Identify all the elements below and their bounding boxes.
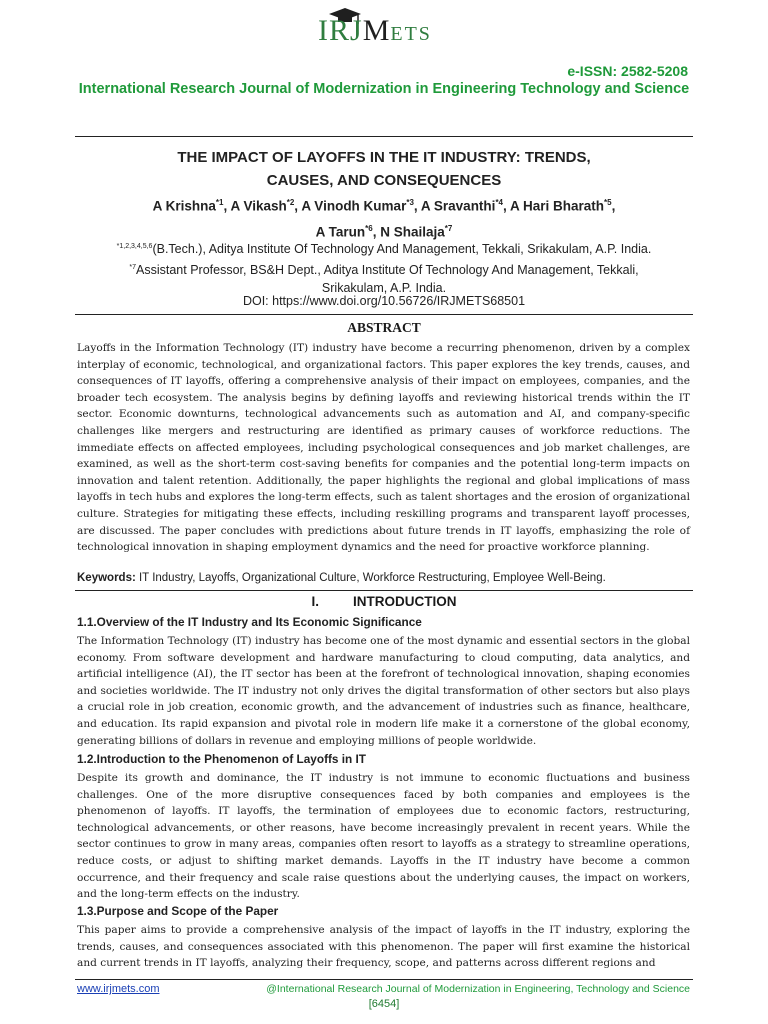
affiliation-1 [75,238,693,258]
author-mark: *4 [495,198,503,207]
affiliation-mark: *1,2,3,4,5,6 [116,243,153,250]
title-line-2: CAUSES, AND CONSEQUENCES [266,172,502,189]
logo-text-m: M [362,14,391,47]
author-name: A Vinodh Kumar [301,198,407,214]
author-name: N Shailaja [380,224,445,239]
author-name: A Tarun [315,224,366,239]
affiliation-text: (B.Tech.), Aditya Institute Of Technology And Management, Tekkali, Srikakulam, A.P. India. [152,242,652,257]
author-line-1: A Krishna$^{*1}$, A Vikash$^{*2}$, A Vinodh Kumar$^{*3}$, A Sravanthi$^{*4}$, A Hari Bharath$^{*5}$, [152,198,616,214]
journal-logo [318,6,458,50]
author-name: A Sravanthi [420,198,496,214]
affiliation-2 [75,259,693,297]
abstract-rule [75,314,693,315]
header-rule [75,136,693,137]
journal-name: International Research Journal of Modernization in Engineering Technology and Science [78,81,690,97]
section-rule [75,590,693,591]
subsection-heading-1-1: 1.1.Overview of the IT Industry and Its Economic Significance [77,615,422,629]
author-line-2: A Tarun$^{*6}$, N Shailaja$^{*7}$ [315,223,453,239]
footer-rule [75,979,693,980]
author-mark: *6 [365,223,373,233]
paragraph-1-1: The Information Technology (IT) industry has become one of the most dynamic and essential sectors in the global economy. From software development and hardware manufacturing to cloud computing, data analytics, and artificial intelligence (AI), the IT sector has been at the forefront of technological innovation, shaping economies and societies worldwide. The IT industry not only drives the digital transformation of other sectors but also plays a crucial role in job creation, economic growth, and the advancement of industries such as finance, healthcare, and education. Its rapid expansion and pivotal role in modern life make it a cornerstone of the global economy, generating billions of dollars in revenue and employing millions of people worldwide. [77,635,690,747]
paragraph-1-2: Despite its growth and dominance, the IT industry is not immune to economic fluctuations and business challenges. One of the more disruptive consequences faced by both companies and employees is the phenomenon of layoffs. IT layoffs, the termination of employees due to economic factors, restructuring, technological advancements, or other reasons, have become increasingly prevalent in recent years. While the sector continues to grow in many areas, companies often resort to layoffs as a strategy to streamline operations, reduce costs, or adjust to shifting market demands. Layoffs in the IT industry have become a common occurrence, and their frequency and scale raise questions about the underlying causes, the impact on workers, and the long-term effects on the industry. [77,772,690,901]
subsection-heading-1-2: 1.2.Introduction to the Phenomenon of Layoffs in IT [77,752,367,766]
keywords-label: Keywords: [77,572,136,584]
paragraph-1-3: This paper aims to provide a comprehensive analysis of the impact of layoffs in the IT industry, exploring the trends, causes, and consequences associated with this phenomenon. The paper will first examine the historical and current trends in IT layoffs, analyzing their frequency, scope, and patterns across different regions and [77,924,690,970]
section-number: I. [311,594,319,609]
author-mark: *1 [215,198,224,207]
author-mark: *5 [604,198,612,207]
author-name: A Krishna [152,198,216,214]
title-line-1: THE IMPACT OF LAYOFFS IN THE IT INDUSTRY: TRENDS, [177,149,591,166]
subsection-heading-1-3: 1.3.Purpose and Scope of the Paper [77,904,279,918]
logo-text-ets: ETS [390,23,432,45]
author-mark: *3 [406,198,414,207]
issn: e-ISSN: 2582-5208 [567,63,688,79]
author-name: A Vikash [230,198,287,214]
author-mark: *2 [286,198,295,207]
footer-website-link[interactable]: www.irjmets.com [77,983,160,995]
abstract-text: Layoffs in the Information Technology (IT) industry have become a recurring phenomenon, driven by a complex interplay of economic, technological, and organizational factors. This paper explores the key trends, causes, and consequences of IT layoffs, offering a comprehensive analysis of their impact on employees, companies, and the broader tech ecosystem. The analysis begins by defining layoffs and reviewing historical trends within the IT sector. Economic downturns, technological advancements such as automation and AI, and company-specific challenges like mergers and restructuring are identified as primary causes of workforce reductions. The immediate effects on affected employees, including psychological consequences and job market challenges, are examined, as well as the short-term cost-saving benefits for companies and the potential long-term impacts on innovation and talent retention. Additionally, the paper highlights the regional and global implications of mass layoffs in tech hubs and explores the long-term effects, such as talent shortages and the erosion of organizational culture. Strategies for mitigating these effects, including reskilling programs and transparent layoff processes, are discussed. The paper concludes with predictions about future trends in IT layoffs, emphasizing the role of technological innovation in shaping employment dynamics and the need for proactive workforce planning. [77,342,690,554]
affiliation-mark: *7 [129,264,137,271]
affiliation-text: Assistant Professor, BS&H Dept., Aditya Institute Of Technology And Management, Tekkali, [136,263,639,278]
section-title: INTRODUCTION [353,594,457,609]
section-heading [75,594,693,609]
author-mark: *7 [444,223,453,233]
author-list [75,192,693,243]
author-name: A Hari Bharath [510,198,605,214]
doi: DOI: https://www.doi.org/10.56726/IRJMETS68501 [242,294,526,308]
keywords-text: IT Industry, Layoffs, Organizational Culture, Workforce Restructuring, Employee Well-Being. [135,572,606,584]
keywords [77,572,690,584]
logo-text [318,14,432,48]
logo-text-irj: IRJ [318,14,363,47]
affiliation-text: Srikakulam, A.P. India. [321,281,447,296]
page-number: [6454] [368,998,400,1010]
abstract-heading: ABSTRACT [347,320,421,335]
paper-title [75,146,693,192]
footer-copyright: @International Research Journal of Modernization in Engineering, Technology and Science [266,983,690,995]
